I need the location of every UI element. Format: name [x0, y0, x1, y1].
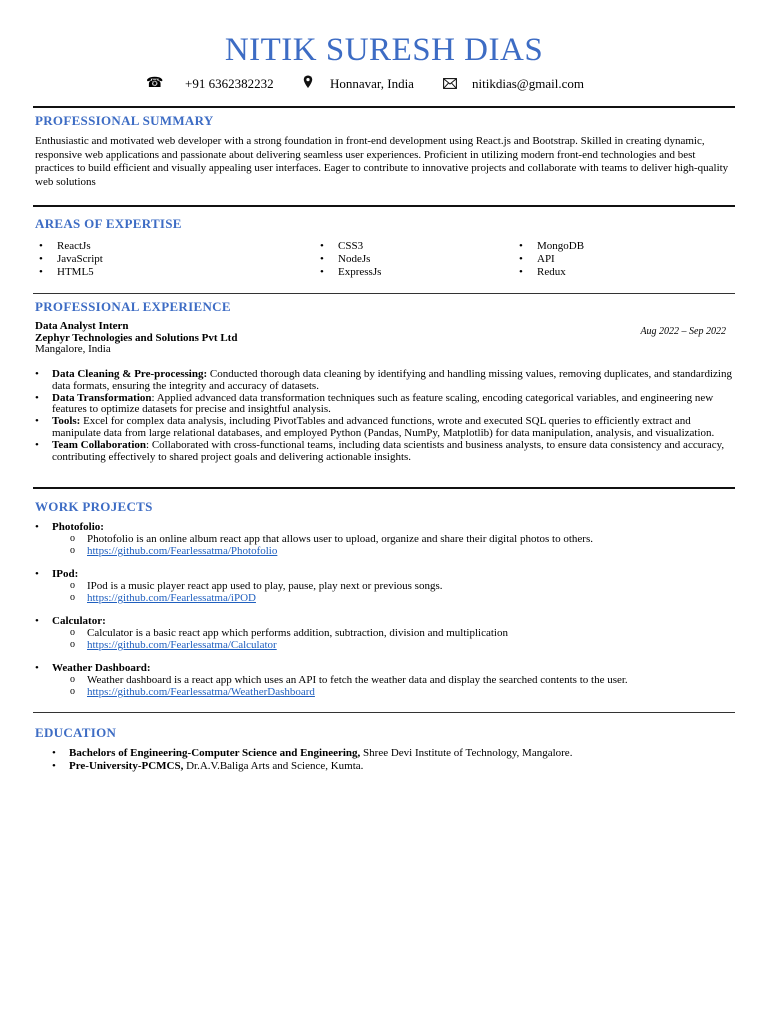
job-dates: Aug 2022 – Sep 2022: [640, 326, 726, 337]
location-text: Honnavar, India: [330, 76, 414, 91]
skill-item: • NodeJs: [316, 253, 381, 266]
divider: [33, 106, 735, 108]
skill-item: • API: [515, 253, 584, 266]
list-item: [35, 760, 735, 773]
sub-bullet: o: [70, 580, 75, 591]
location-pin-icon: [303, 75, 313, 96]
divider: [33, 712, 735, 713]
institution-name: Dr.A.V.Baliga Arts and Science, Kumta.: [183, 760, 364, 772]
project-link-row: [35, 592, 735, 604]
summary-heading: PROFESSIONAL SUMMARY: [35, 113, 214, 128]
list-item: [35, 393, 735, 417]
bullet-label: Team Collaboration: [52, 438, 147, 451]
divider: [33, 487, 735, 489]
candidate-name: NITIK SURESH DIAS: [224, 32, 544, 68]
phone-icon: ☎: [146, 76, 164, 91]
project-description: Weather dashboard is a react app which uses an API to fetch the weather data and display the searched contents to the user.: [87, 674, 628, 686]
email-link[interactable]: nitikdias@gmail.com: [472, 76, 584, 91]
project-item: [35, 521, 735, 557]
expertise-heading: AREAS OF EXPERTISE: [35, 216, 182, 231]
experience-bullets: [35, 369, 735, 463]
sub-bullet: o: [70, 533, 75, 544]
project-item: [35, 568, 735, 604]
project-desc-row: [35, 674, 735, 686]
projects-heading: WORK PROJECTS: [35, 499, 153, 514]
sub-bullet: o: [70, 639, 75, 650]
divider: [33, 293, 735, 294]
job-title: Data Analyst Intern: [35, 320, 129, 332]
job-location: Mangalore, India: [35, 343, 111, 355]
project-title: • Weather Dashboard:: [35, 662, 735, 674]
bullet-text: Conducted thorough data cleaning by identifying and handling missing values, removing duplicates, and standardizing data formats, ensuring the integrity and accuracy of datasets.: [52, 368, 732, 392]
bullet-text: Excel for complex data analysis, including PivotTables and advanced functions, wrote and executed SQL queries to efficiently extract and manipulate data from large relational databases, and employed Python (Pandas, NumPy, Matplotlib) for data manipulation, analysis, and visualization.: [52, 415, 715, 439]
project-description: Photofolio is an online album react app that allows user to upload, organize and share their digital photos to others.: [87, 533, 593, 545]
bullet-label: Data Cleaning & Pre-processing:: [52, 368, 208, 380]
sub-bullet: o: [70, 627, 75, 638]
institution-name: Shree Devi Institute of Technology, Mangalore.: [360, 747, 573, 759]
contact-bar: [0, 74, 768, 94]
envelope-icon: [443, 76, 457, 96]
skills-column-1: [35, 240, 103, 279]
phone-number: +91 6362382232: [185, 76, 274, 91]
project-description: Calculator is a basic react app which performs addition, subtraction, division and multiplication: [87, 627, 508, 639]
list-item: [35, 440, 735, 464]
project-item: [35, 662, 735, 698]
project-desc-row: [35, 580, 735, 592]
skills-column-3: [515, 240, 584, 279]
project-title: • IPod:: [35, 568, 735, 580]
divider: [33, 205, 735, 207]
skills-column-2: [316, 240, 381, 279]
sub-bullet: o: [70, 686, 75, 697]
list-item: [35, 416, 735, 440]
project-link-row: [35, 545, 735, 557]
project-title: • Calculator:: [35, 615, 735, 627]
experience-header: [35, 321, 237, 356]
degree-name: Bachelors of Engineering-Computer Science and Engineering,: [69, 747, 361, 759]
skill-item: • ReactJs: [35, 240, 103, 253]
bullet-label: Tools:: [52, 415, 81, 428]
sub-bullet: o: [70, 545, 75, 556]
education-heading: EDUCATION: [35, 725, 117, 740]
skill-item: • MongoDB: [515, 240, 584, 253]
skill-item: • CSS3: [316, 240, 381, 253]
project-description: IPod is a music player react app used to play, pause, play next or previous songs.: [87, 580, 443, 592]
bullet-text: : Applied advanced data transformation techniques such as feature scaling, encoding categorical variables, and engineering new features to optimize datasets for precise and insightful analysis.: [52, 391, 714, 416]
skill-item: • ExpressJs: [316, 266, 381, 279]
summary-text: Enthusiastic and motivated web developer with a strong foundation in front-end development using React.js and Bootstrap. Skilled in creating dynamic, responsive web applications and passionate about delivering seamless user experiences. Proficient in utilizing modern front-end technologies and best practices to build efficient and visually appealing user interfaces. Eager to contribute to innovative projects and collaborate with teams to deliver high-quality web solutions: [35, 135, 729, 188]
project-link-row: [35, 686, 735, 698]
project-link[interactable]: https://github.com/Fearlessatma/Calculator: [87, 639, 277, 651]
project-link[interactable]: https://github.com/Fearlessatma/iPOD: [87, 592, 256, 604]
list-item: [35, 747, 735, 760]
degree-name: Pre-University-PCMCS,: [69, 760, 184, 772]
experience-heading: PROFESSIONAL EXPERIENCE: [35, 299, 231, 314]
skill-item: • JavaScript: [35, 253, 103, 266]
sub-bullet: o: [70, 592, 75, 603]
bullet-label: Data Transformation: [52, 391, 152, 404]
company-name: Zephyr Technologies and Solutions Pvt Ltd: [35, 331, 238, 344]
project-link[interactable]: https://github.com/Fearlessatma/WeatherDashboard: [87, 686, 315, 698]
project-link[interactable]: https://github.com/Fearlessatma/Photofolio: [87, 545, 278, 557]
skill-item: • Redux: [515, 266, 584, 279]
project-item: [35, 615, 735, 651]
project-title: • Photofolio:: [35, 521, 735, 533]
sub-bullet: o: [70, 674, 75, 685]
education-list: [35, 747, 735, 773]
project-desc-row: [35, 533, 735, 545]
list-item: [35, 369, 735, 393]
project-link-row: [35, 639, 735, 651]
skill-item: • HTML5: [35, 266, 103, 279]
bullet-text: : Collaborated with cross-functional teams, including data scientists and business analysts, to ensure data consistency and accuracy, contributing effectively to shared project goals and delivering actionable insights.: [52, 438, 725, 463]
project-desc-row: [35, 627, 735, 639]
